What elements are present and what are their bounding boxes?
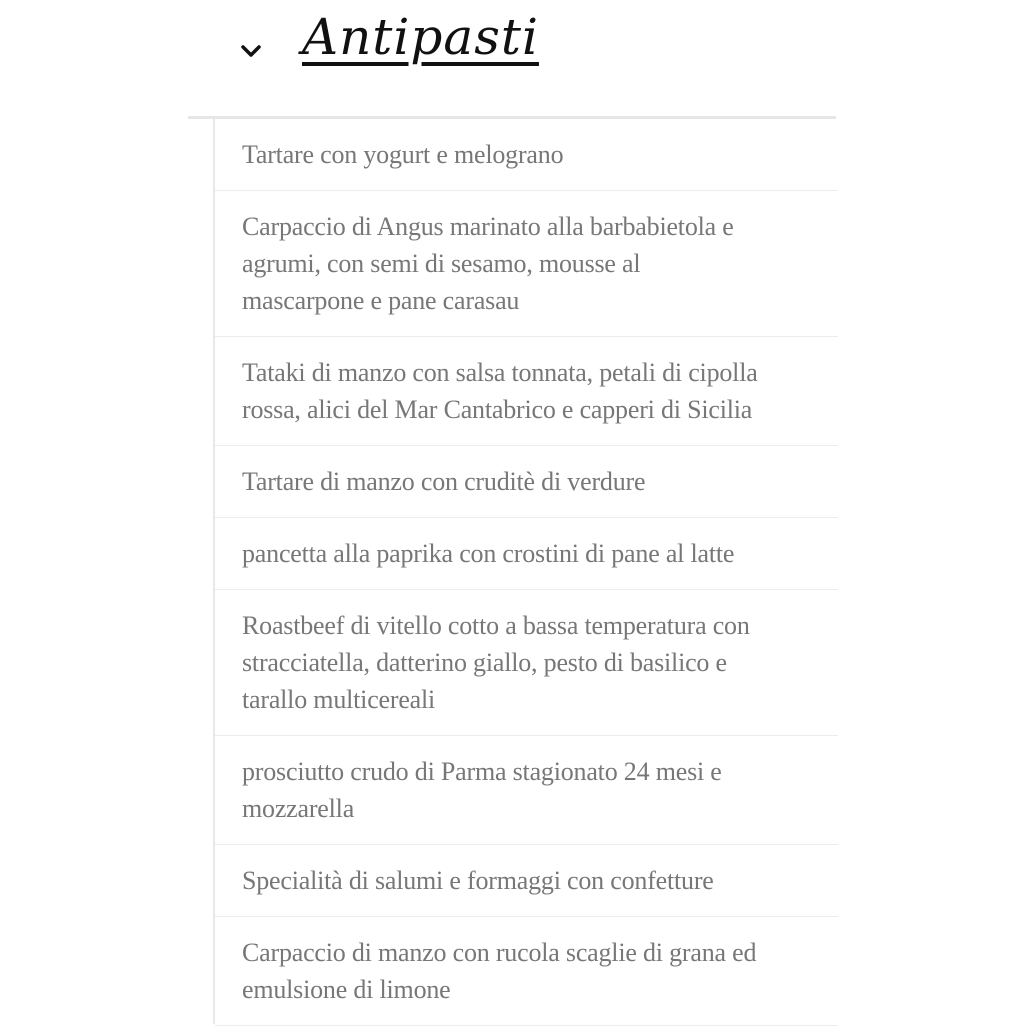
menu-item: prosciutto crudo di Parma stagionato 24 mesi e mozzarella [215, 736, 838, 845]
menu-item: Roastbeef di vitello cotto a bassa temperatura con stracciatella, datterino giallo, pesto di basilico e tarallo multicereali [215, 590, 838, 736]
section-title[interactable]: Antipasti [302, 8, 539, 66]
menu-item: Tartare con yogurt e melograno [215, 119, 838, 191]
menu-item: Specialità di salumi e formaggi con confetture [215, 845, 838, 917]
menu-item: Tataki di manzo con salsa tonnata, petali di cipolla rossa, alici del Mar Cantabrico e capperi di Sicilia [215, 337, 838, 446]
menu-item: Tartare di manzo con cruditè di verdure [215, 446, 838, 518]
menu-item: Carpaccio di manzo con rucola scaglie di grana ed emulsione di limone [215, 917, 838, 1026]
menu-item-list [213, 119, 838, 1024]
menu-item: Carpaccio di Angus marinato alla barbabietola e agrumi, con semi di sesamo, mousse al mascarpone e pane carasau [215, 191, 838, 337]
menu-item: pancetta alla paprika con crostini di pane al latte [215, 518, 838, 590]
section-header-antipasti[interactable] [188, 0, 836, 119]
chevron-down-icon[interactable] [240, 40, 262, 62]
